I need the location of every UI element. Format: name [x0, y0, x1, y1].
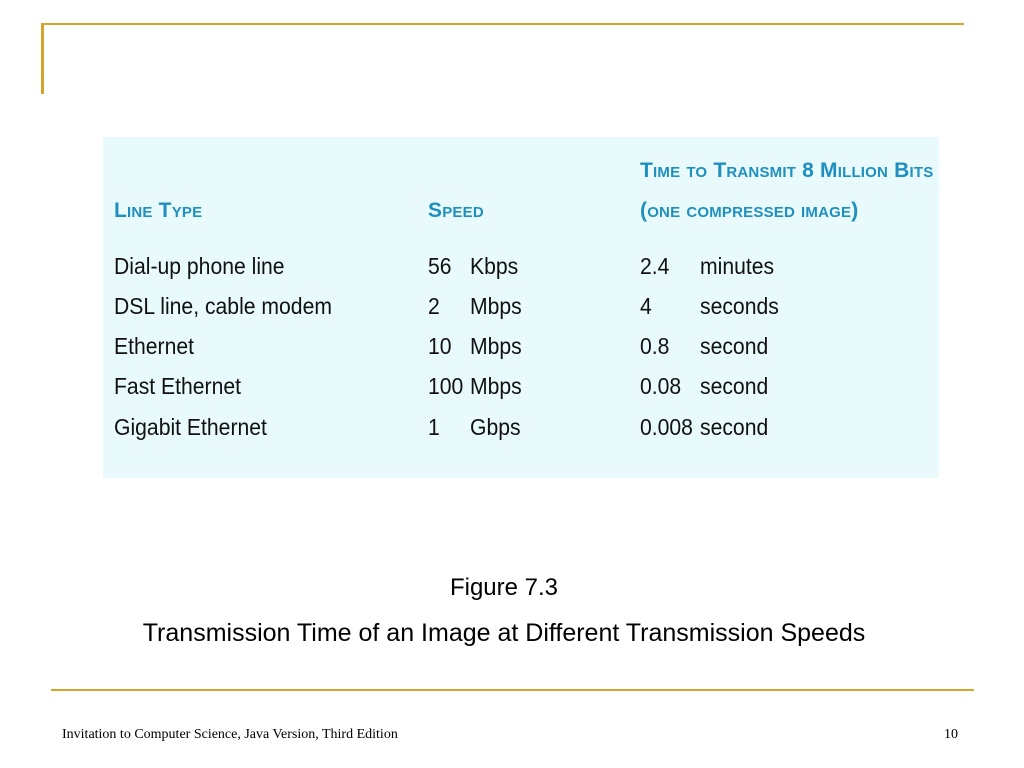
cell-time-value: 0.008	[640, 414, 693, 440]
cell-time-unit: second	[700, 333, 769, 359]
cell-time-unit: minutes	[700, 253, 775, 279]
cell-line-type: Fast Ethernet	[114, 373, 242, 399]
cell-line-type: Gigabit Ethernet	[114, 414, 267, 440]
cell-time-unit: seconds	[700, 293, 779, 319]
cell-speed-value: 10	[428, 333, 452, 359]
header-time-line1: Time to Transmit 8 Million Bits	[640, 159, 934, 182]
figure-table	[103, 137, 939, 478]
footer-book-title: Invitation to Computer Science, Java Version, Third Edition	[62, 727, 398, 742]
cell-time-value: 2.4	[640, 253, 670, 279]
header-speed: Speed	[428, 199, 484, 222]
footer-page-number: 10	[944, 727, 958, 742]
cell-speed-value: 100	[428, 373, 464, 399]
cell-speed-value: 1	[428, 414, 440, 440]
header-line-type: Line Type	[114, 199, 203, 222]
cell-speed-value: 2	[428, 293, 440, 319]
frame-left-line	[41, 23, 44, 94]
cell-time-unit: second	[700, 414, 769, 440]
cell-speed-unit: Mbps	[470, 333, 522, 359]
cell-speed-unit: Gbps	[470, 414, 521, 440]
header-time-line2: (one compressed image)	[640, 199, 859, 222]
frame-bottom-line	[51, 689, 974, 691]
cell-time-value: 4	[640, 293, 652, 319]
figure-number: Figure 7.3	[449, 574, 559, 601]
figure-title: Transmission Time of an Image at Different Transmission Speeds	[142, 619, 866, 647]
cell-line-type: Dial-up phone line	[114, 253, 285, 279]
cell-speed-unit: Mbps	[470, 373, 522, 399]
frame-top-line	[41, 23, 964, 25]
cell-time-unit: second	[700, 373, 769, 399]
cell-time-value: 0.8	[640, 333, 670, 359]
cell-speed-unit: Kbps	[470, 253, 519, 279]
cell-line-type: Ethernet	[114, 333, 194, 359]
cell-speed-unit: Mbps	[470, 293, 522, 319]
cell-time-value: 0.08	[640, 373, 682, 399]
cell-speed-value: 56	[428, 253, 452, 279]
cell-line-type: DSL line, cable modem	[114, 293, 332, 319]
